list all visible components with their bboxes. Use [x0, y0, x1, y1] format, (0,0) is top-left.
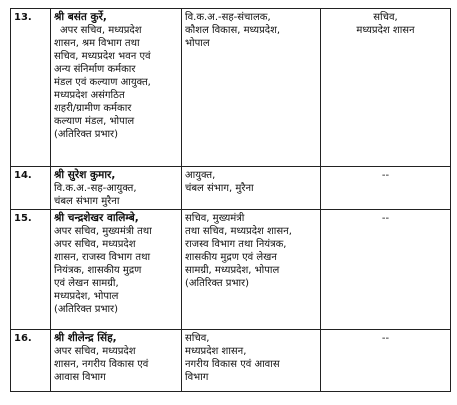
- current-post-line: शहरी/ग्रामीण कर्मकार: [54, 103, 132, 114]
- current-post-line: (अतिरिक्त प्रभार): [54, 129, 119, 140]
- new-post-line: नगरीय विकास एवं आवास: [185, 359, 280, 370]
- current-post-line: अन्य संनिर्माण कर्मकार: [54, 64, 136, 75]
- additional-charge: [321, 330, 451, 392]
- current-post-line: (अतिरिक्त प्रभार): [54, 304, 119, 315]
- current-post-line: शासन, राजस्व विभाग तथा: [54, 252, 151, 263]
- new-post: [182, 330, 321, 392]
- serial-number: 16.: [11, 330, 51, 392]
- new-post-line: आयुक्त,: [185, 170, 216, 181]
- new-post: [182, 210, 321, 330]
- current-post-line: एवं लेखन सामग्री,: [54, 278, 119, 289]
- table-row: [11, 167, 451, 210]
- serial-number: 15.: [11, 210, 51, 330]
- current-post-line: चंबल संभाग मुरैना: [54, 196, 120, 207]
- current-post-line: आवास विभाग: [54, 372, 106, 383]
- current-post-line: शासन, नगरीय विकास एवं: [54, 359, 149, 370]
- current-post-line: नियंत्रक, शासकीय मुद्रण: [54, 265, 142, 276]
- new-post-line: सचिव,: [185, 333, 210, 344]
- additional-charge-line: --: [381, 333, 390, 344]
- officer-name: श्री सुरेश कुमार,: [54, 169, 116, 181]
- current-post-line: मध्यप्रदेश, भोपाल: [54, 291, 119, 302]
- current-post-line: मंडल एवं कल्याण आयुक्त,: [54, 77, 151, 88]
- new-post-line: भोपाल: [185, 38, 210, 49]
- additional-charge-line: मध्यप्रदेश शासन: [356, 25, 415, 36]
- new-post-line: वि.क.अ.-सह-संचालक,: [185, 12, 271, 23]
- table-row: [11, 210, 451, 330]
- current-post-line: कल्याण मंडल, भोपाल: [54, 116, 135, 127]
- current-post-line: मध्यप्रदेश असंगठित: [54, 90, 125, 101]
- officer-name: श्री चन्द्रशेखर वालिम्बे,: [54, 212, 139, 224]
- additional-charge-line: सचिव,: [373, 12, 398, 23]
- new-post-line: सचिव, मुख्यमंत्री: [185, 213, 245, 224]
- new-post-line: सामग्री, मध्यप्रदेश, भोपाल: [185, 265, 280, 276]
- new-post-line: विभाग: [185, 372, 209, 383]
- additional-charge: [321, 167, 451, 210]
- current-post-line: अपर सचिव, मध्यप्रदेश: [60, 25, 142, 36]
- additional-charge-line: --: [381, 213, 390, 224]
- current-post-line: अपर सचिव, मध्यप्रदेश: [54, 239, 136, 250]
- officer-name: श्री बसंत कुर्रे,: [54, 11, 107, 23]
- new-post-line: राजस्व विभाग तथा नियंत्रक,: [185, 239, 287, 250]
- additional-charge: [321, 210, 451, 330]
- new-post-line: मध्यप्रदेश शासन,: [185, 346, 247, 357]
- new-post: [182, 9, 321, 167]
- new-post-line: (अतिरिक्त प्रभार): [185, 278, 250, 289]
- current-post-line: शासन, श्रम विभाग तथा: [54, 38, 140, 49]
- officer-transfer-table: [10, 8, 451, 392]
- new-post: [182, 167, 321, 210]
- current-post-line: अपर सचिव, मुख्यमंत्री तथा: [54, 226, 152, 237]
- current-post-line: अपर सचिव, मध्यप्रदेश: [54, 346, 136, 357]
- officer-current-post: [51, 210, 182, 330]
- current-post-line: वि.क.अ.-सह-आयुक्त,: [54, 183, 137, 194]
- table-row: [11, 330, 451, 392]
- officer-current-post: [51, 9, 182, 167]
- additional-charge-line: --: [381, 170, 390, 181]
- officer-name: श्री शीलेन्द्र सिंह,: [54, 332, 117, 344]
- new-post-line: चंबल संभाग, मुरैना: [185, 183, 254, 194]
- officer-current-post: [51, 167, 182, 210]
- officer-current-post: [51, 330, 182, 392]
- serial-number: 13.: [11, 9, 51, 167]
- serial-number: 14.: [11, 167, 51, 210]
- new-post-line: तथा सचिव, मध्यप्रदेश शासन,: [185, 226, 292, 237]
- table-row: [11, 9, 451, 167]
- new-post-line: कौशल विकास, मध्यप्रदेश,: [185, 25, 281, 36]
- current-post-line: सचिव, मध्यप्रदेश भवन एवं: [54, 51, 151, 62]
- new-post-line: शासकीय मुद्रण एवं लेखन: [185, 252, 277, 263]
- additional-charge: [321, 9, 451, 167]
